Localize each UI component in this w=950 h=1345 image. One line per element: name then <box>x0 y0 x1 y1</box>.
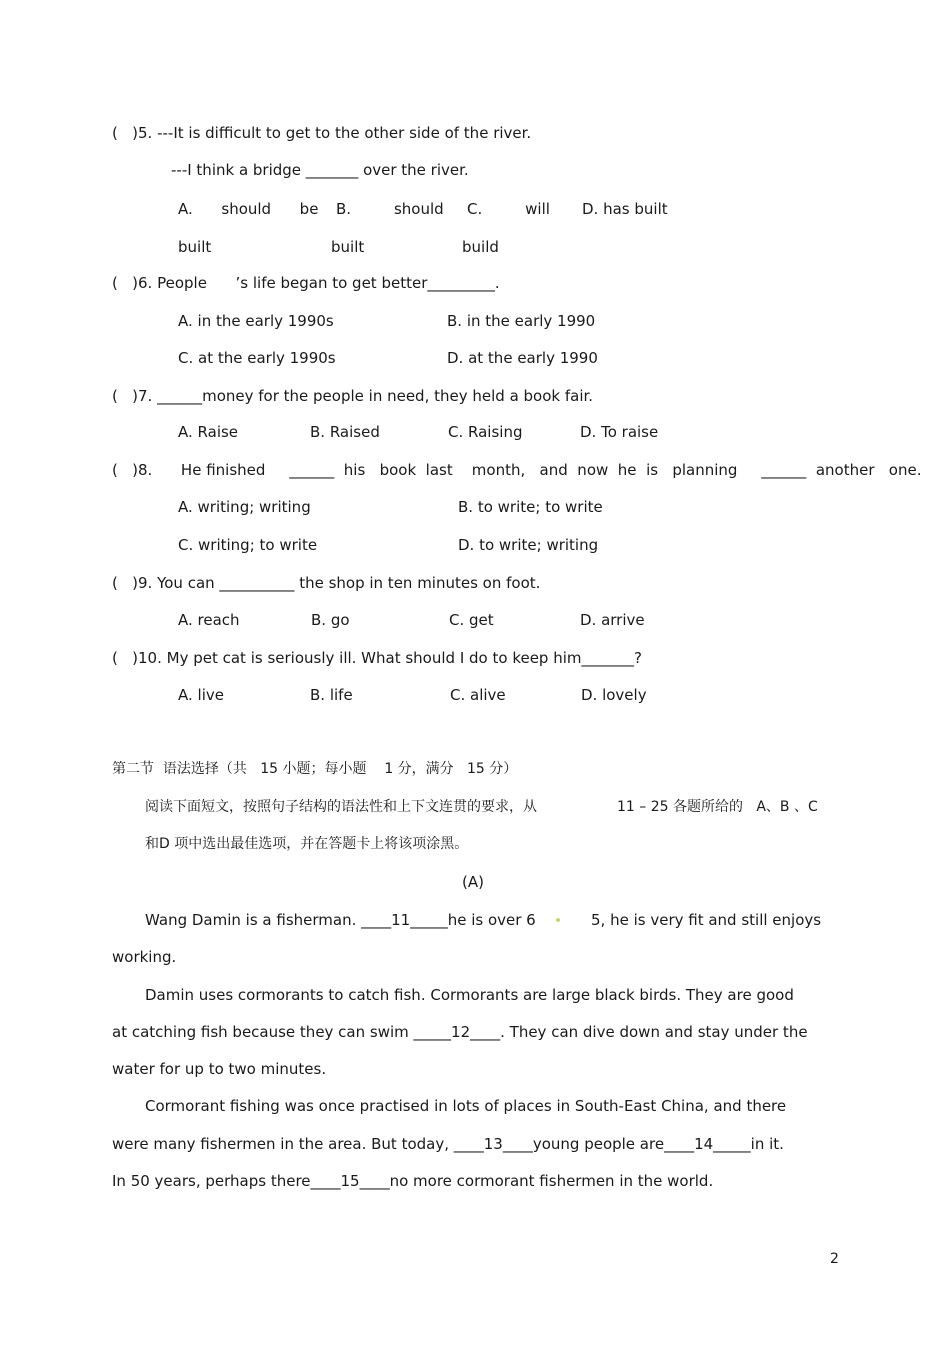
paragraph-line: working. <box>112 948 177 966</box>
option-a: A. live <box>178 686 224 704</box>
option-a-cont: built <box>178 238 212 256</box>
paragraph-line: were many fishermen in the area. But today, ____13____young people are____14_____in it. <box>112 1135 784 1153</box>
page-number: 2 <box>830 1251 839 1267</box>
instructions-range: 11 – 25 各题所给的 A、B 、C <box>617 799 818 815</box>
paragraph-line: Wang Damin is a fisherman. ____11_____he is over 6 <box>145 911 536 929</box>
option-b: B. life <box>310 686 353 704</box>
option-d: D. lovely <box>581 686 647 704</box>
question-stem: ( )8. He finished ______ his book last month, and now he is planning ______ another one. <box>112 461 922 479</box>
option-b: B. go <box>311 611 350 629</box>
paragraph-line: water for up to two minutes. <box>112 1060 327 1078</box>
option-d: D. to write; writing <box>458 536 599 554</box>
paragraph-line: Cormorant fishing was once practised in lots of places in South-East China, and there <box>145 1097 787 1115</box>
option-a: A. writing; writing <box>178 498 311 516</box>
option-a: A. in the early 1990s <box>178 312 334 330</box>
option-b: B. Raised <box>310 423 380 441</box>
section-heading: 第二节 语法选择（共 15 小题；每小题 1 分，满分 15 分） <box>112 761 518 777</box>
instructions-line-2: 和D 项中选出最佳选项，并在答题卡上将该项涂黑。 <box>145 836 469 852</box>
paragraph-line: 5, he is very fit and still enjoys <box>591 911 822 929</box>
question-stem: ( )7. ______money for the people in need, they held a book fair. <box>112 387 594 405</box>
paragraph-line: Damin uses cormorants to catch fish. Cormorants are large black birds. They are good <box>145 986 794 1004</box>
option-d: D. arrive <box>580 611 645 629</box>
option-a: A. Raise <box>178 423 239 441</box>
option-c-cont: build <box>462 238 499 256</box>
question-stem: ( )5. ---It is difficult to get to the other side of the river. <box>112 124 532 142</box>
option-b-cont: built <box>331 238 365 256</box>
option-c: C. alive <box>450 686 506 704</box>
option-d: D. has built <box>582 200 668 218</box>
option-d: D. To raise <box>580 423 659 441</box>
option-c: C. will <box>467 200 550 218</box>
option-c: C. Raising <box>448 423 523 441</box>
option-b: B. to write; to write <box>458 498 603 516</box>
speck-mark <box>556 918 560 922</box>
option-a: A. reach <box>178 611 240 629</box>
question-reply: ---I think a bridge _______ over the river. <box>171 161 469 179</box>
option-c: C. writing; to write <box>178 536 318 554</box>
passage-label: (A) <box>462 873 484 891</box>
question-stem: ( )9. You can __________ the shop in ten minutes on foot. <box>112 574 541 592</box>
paragraph-line: In 50 years, perhaps there____15____no more cormorant fishermen in the world. <box>112 1172 714 1190</box>
option-a: A. should be <box>178 200 319 218</box>
option-c: C. get <box>449 611 494 629</box>
instructions-line-1: 阅读下面短文，按照句子结构的语法性和上下文连贯的要求，从 <box>145 799 537 815</box>
option-c: C. at the early 1990s <box>178 349 336 367</box>
option-b: B. should <box>336 200 444 218</box>
option-d: D. at the early 1990 <box>447 349 598 367</box>
option-b: B. in the early 1990 <box>447 312 596 330</box>
paragraph-line: at catching fish because they can swim _____12____. They can dive down and stay under the <box>112 1023 808 1041</box>
question-stem: ( )10. My pet cat is seriously ill. What should I do to keep him_______? <box>112 649 642 667</box>
question-stem: ( )6. People ’s life began to get better_________. <box>112 274 500 292</box>
